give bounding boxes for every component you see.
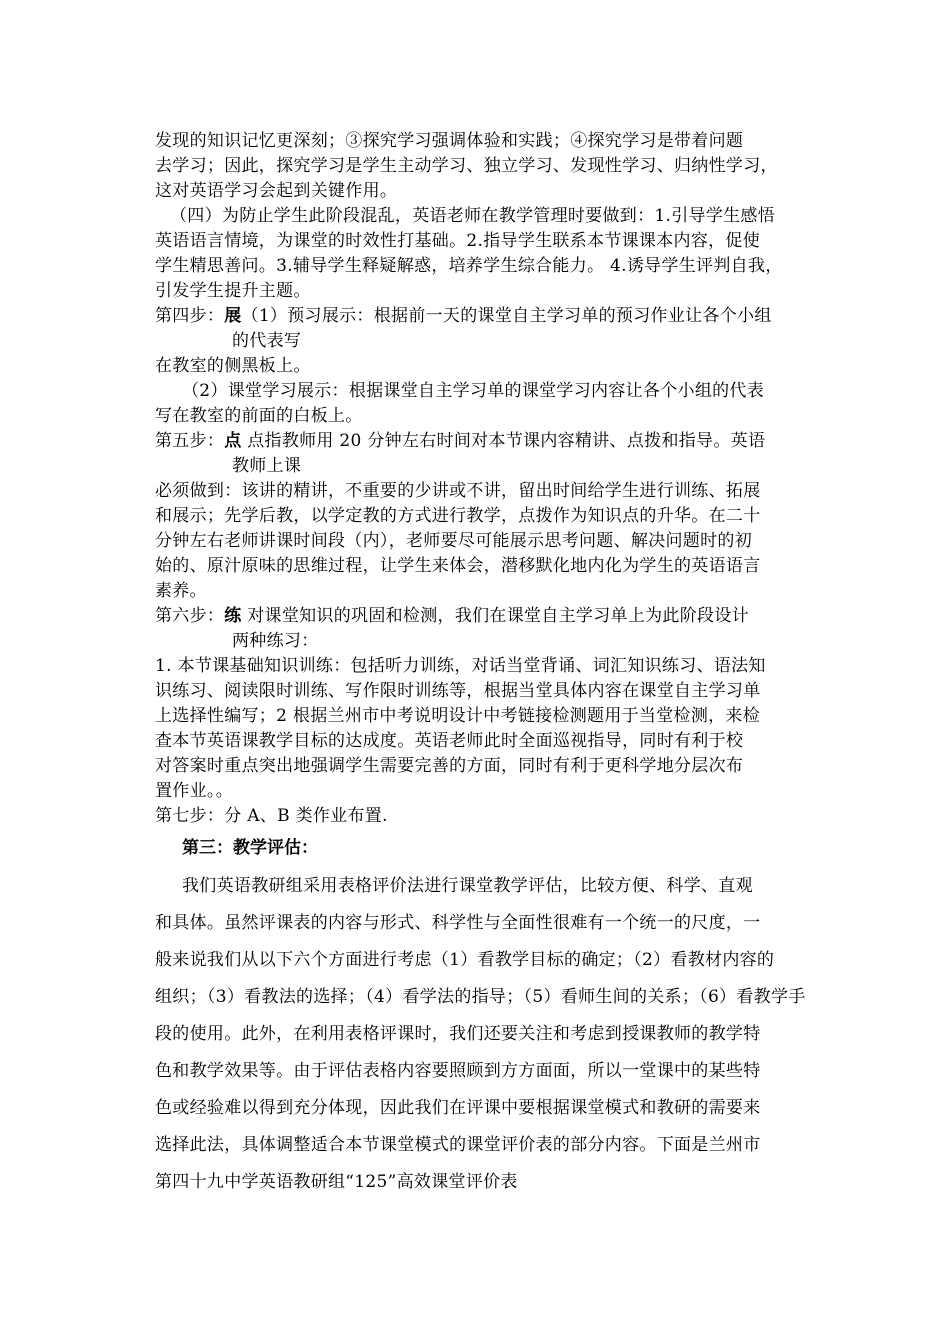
step-label: 第六步： [155, 606, 225, 626]
paragraph-line: 发现的知识记忆更深刻；③探究学习强调体验和实践；④探究学习是带着问题 [155, 131, 744, 151]
section-heading: 第三：教学评估： [182, 838, 318, 858]
paragraph-line: 我们英语教研组采用表格评价法进行课堂教学评估，比较方便、科学、直观 [182, 876, 753, 896]
paragraph-line: 引发学生提升主题。 [155, 281, 311, 301]
paragraph-line: 色和教学效果等。由于评估表格内容要照顾到方方面面，所以一堂课中的某些特 [155, 1061, 761, 1081]
paragraph-line: 段的使用。此外，在利用表格评课时，我们还要关注和考虑到授课教师的教学特 [155, 1024, 761, 1044]
step-keyword: 练 [224, 606, 242, 626]
paragraph-line: 学生精思善问。3.辅导学生释疑解惑，培养学生综合能力。 4.诱导学生评判自我， [155, 256, 783, 276]
paragraph-line: 置作业。。 [155, 781, 233, 801]
paragraph-line: 英语语言情境，为课堂的时效性打基础。2.指导学生联系本节课课本内容，促使 [155, 231, 761, 251]
paragraph-line: 必须做到：该讲的精讲，不重要的少讲或不讲，留出时间给学生进行训练、拓展 [155, 481, 761, 501]
paragraph-line: 第七步：分 A、B 类作业布置. [155, 806, 388, 826]
paragraph-line: 分钟左右老师讲课时间段（内），老师要尽可能展示思考问题、解决问题时的初 [155, 531, 752, 551]
paragraph-line: 1. 本节课基础知识训练：包括听力训练，对话当堂背诵、词汇知识练习、语法知 [155, 656, 766, 676]
paragraph-line: 和具体。虽然评课表的内容与形式、科学性与全面性很难有一个统一的尺度，一 [155, 913, 761, 933]
paragraph-line: 两种练习： [232, 631, 319, 651]
paragraph-line: 般来说我们从以下六个方面进行考虑（1）看教学目标的确定；（2）看教材内容的 [155, 950, 775, 970]
paragraph-line: 和展示；先学后教，以学定教的方式进行教学，点拨作为知识点的升华。在二十 [155, 506, 761, 526]
step-five-line [155, 426, 765, 451]
step-four-line [155, 301, 772, 326]
paragraph-line: 素养。 [155, 581, 207, 601]
paragraph-line: 教师上课 [232, 456, 302, 476]
paragraph-line: 这对英语学习会起到关键作用。 [155, 181, 398, 201]
step-text: 点指教师用 20 分钟左右时间对本节课内容精讲、点拨和指导。英语 [241, 431, 766, 451]
paragraph-line: 查本节英语课教学目标的达成度。英语老师此时全面巡视指导，同时有利于校 [155, 731, 744, 751]
paragraph-line: 识练习、阅读限时训练、写作限时训练等，根据当堂具体内容在课堂自主学习单 [155, 681, 761, 701]
paragraph-line: 第四十九中学英语教研组“125”高效课堂评价表 [155, 1172, 518, 1192]
step-label: 第五步： [155, 431, 225, 451]
step-keyword: 展 [224, 306, 242, 326]
paragraph-line: 的代表写 [232, 331, 302, 351]
paragraph-line: 对答案时重点突出地强调学生需要完善的方面，同时有利于更科学地分层次布 [155, 756, 744, 776]
paragraph-line: 始的、原汁原味的思维过程，让学生来体会，潜移默化地内化为学生的英语语言 [155, 556, 761, 576]
paragraph-line: （2）课堂学习展示：根据课堂自主学习单的课堂学习内容让各个小组的代表 [182, 381, 765, 401]
paragraph-line: 写在教室的前面的白板上。 [155, 406, 363, 426]
step-keyword: 点 [224, 431, 242, 451]
paragraph-line: 去学习；因此，探究学习是学生主动学习、独立学习、发现性学习、归纳性学习， [155, 156, 778, 176]
paragraph-line: 在教室的侧黑板上。 [155, 356, 311, 376]
step-text: （1）预习展示：根据前一天的课堂自主学习单的预习作业让各个小组 [241, 306, 772, 326]
step-six-line [155, 601, 749, 626]
paragraph-line: 选择此法，具体调整适合本节课堂模式的课堂评价表的部分内容。下面是兰州市 [155, 1135, 761, 1155]
step-label: 第四步： [155, 306, 225, 326]
paragraph-line: 上选择性编写；2 根据兰州市中考说明设计中考链接检测题用于当堂检测，来检 [155, 706, 761, 726]
paragraph-line: （四）为防止学生此阶段混乱，英语老师在教学管理时要做到：1.引导学生感悟 [170, 206, 776, 226]
paragraph-line: 组织；（3）看教法的选择；（4）看学法的指导；（5）看师生间的关系；（6）看教学手 [155, 987, 806, 1007]
step-text: 对课堂知识的巩固和检测，我们在课堂自主学习单上为此阶段设计 [241, 606, 749, 626]
paragraph-line: 色或经验难以得到充分体现，因此我们在评课中要根据课堂模式和教研的需要来 [155, 1098, 761, 1118]
